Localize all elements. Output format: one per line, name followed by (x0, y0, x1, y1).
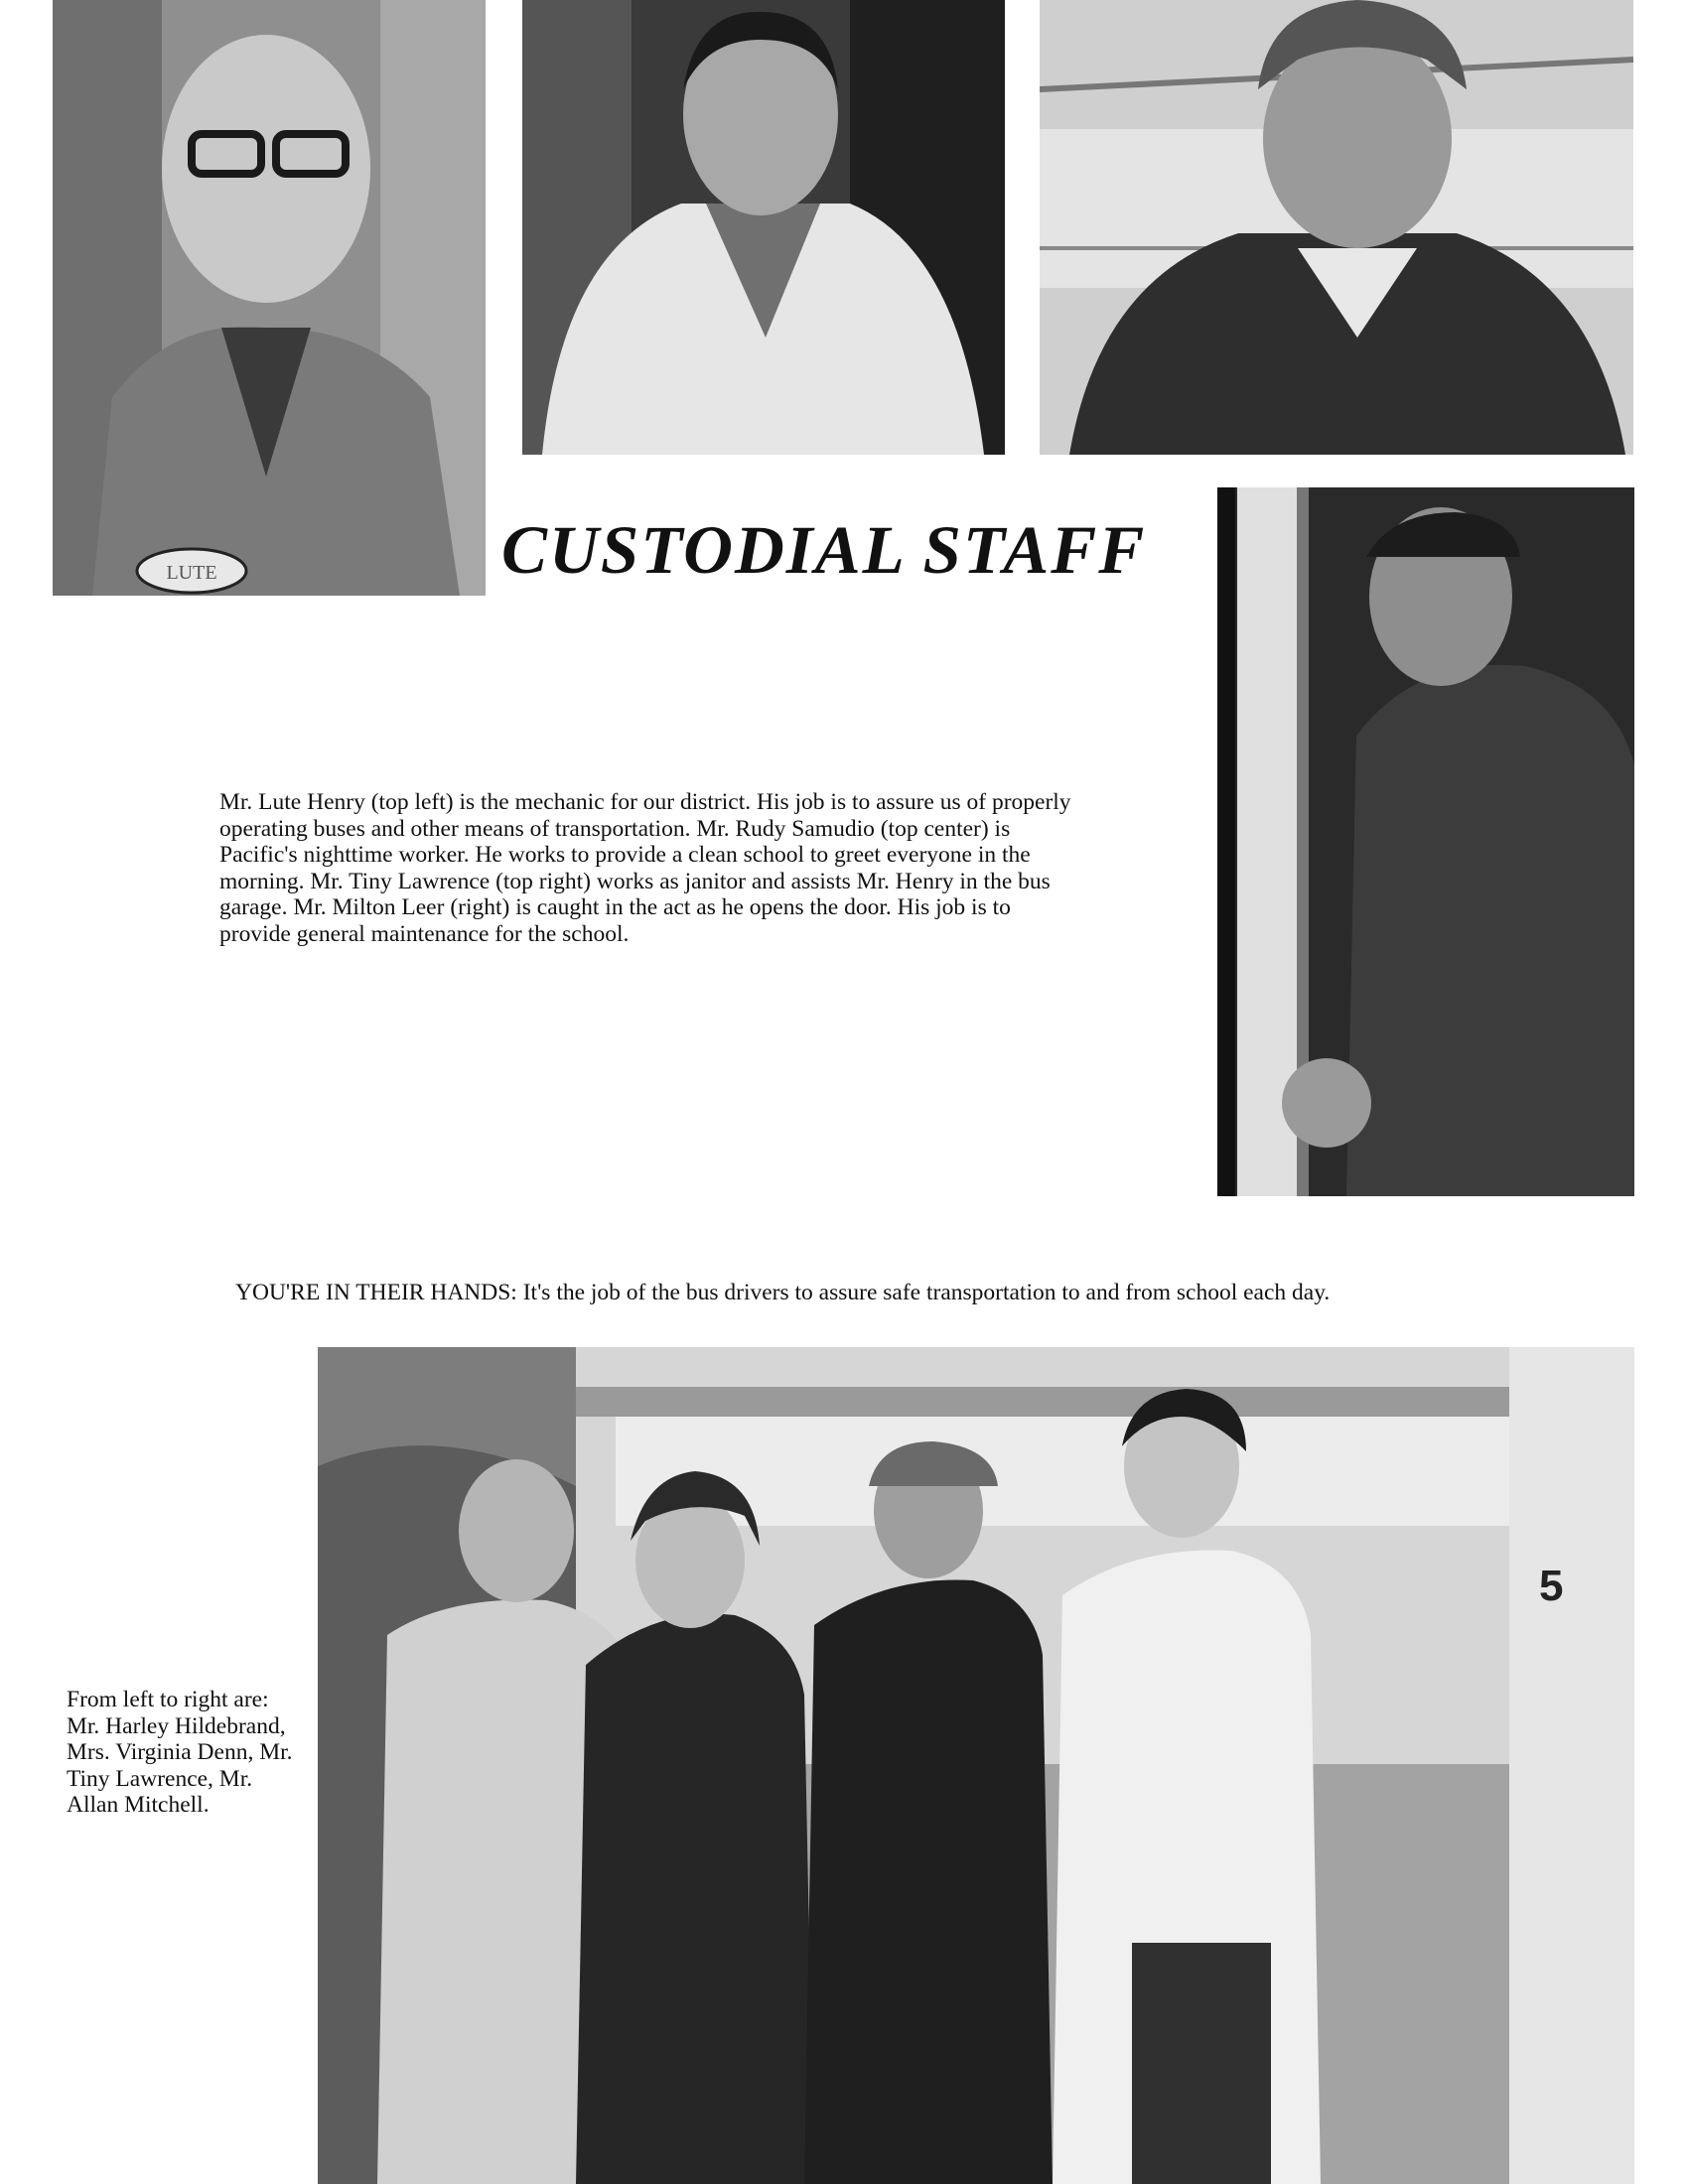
bus-drivers-caption: YOU'RE IN THEIR HANDS: It's the job of the bus drivers to assure safe transportation to and from school each day. (235, 1280, 1331, 1305)
photo-lute-henry (53, 0, 486, 596)
photo-tiny-lawrence (1040, 0, 1633, 455)
bus-number: 5 (1539, 1562, 1564, 1610)
intro-paragraph: Mr. Lute Henry (top left) is the mechanic for our district. His job is to assure us of properly operating buses and other means of transportation. Mr. Rudy Samudio (top center) is Pacific's nighttime worker. He works to provide a clean school to greet everyone in the morning. Mr. Tiny Lawrence (top right) works as janitor and assists Mr. Henry in the bus garage. Mr. Milton Leer (right) is caught in the act as he opens the door. His job is to provide general maintenance for the school. (219, 789, 1071, 947)
photo-bus-drivers-group (318, 1347, 1634, 2184)
page-title: CUSTODIAL STAFF (501, 512, 1147, 588)
group-caption: From left to right are: Mr. Harley Hildebrand, Mrs. Virginia Denn, Mr. Tiny Lawrence, Mr. Allan Mitchell. (67, 1687, 293, 1818)
name-tag-text: LUTE (166, 562, 217, 584)
photo-rudy-samudio (522, 0, 1005, 455)
photo-milton-leer (1217, 487, 1634, 1196)
